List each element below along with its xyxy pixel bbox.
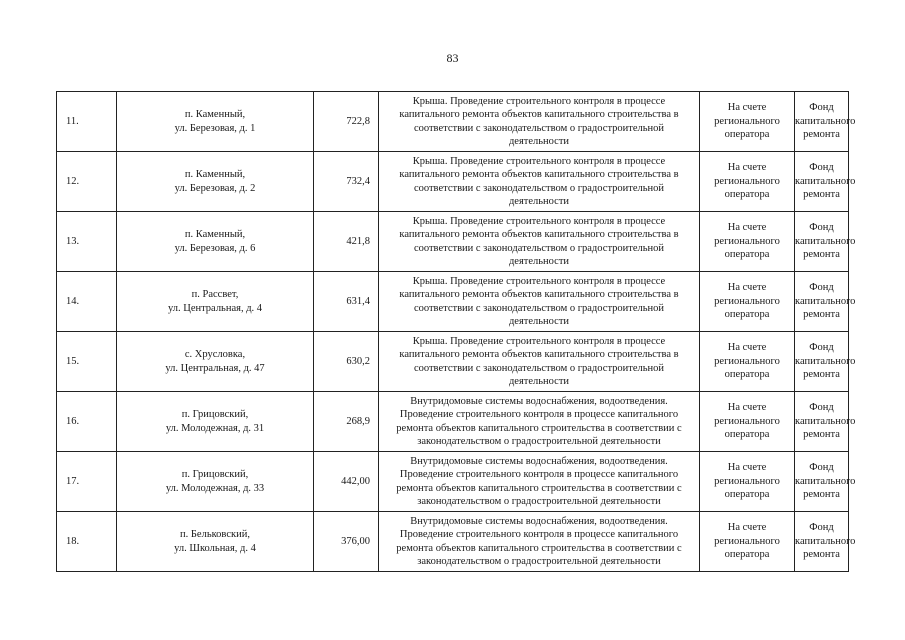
- source-line: Фонд: [809, 102, 834, 114]
- row-number: 18.: [57, 512, 117, 572]
- account-line: оператора: [724, 429, 770, 441]
- account-cell: [700, 452, 795, 512]
- address-cell: [117, 92, 314, 152]
- source-line: капитального: [795, 355, 856, 367]
- source-line: Фонд: [809, 402, 834, 414]
- account-line: На счете: [727, 162, 767, 174]
- source-line: ремонта: [803, 189, 840, 201]
- account-line: регионального: [714, 295, 780, 307]
- table-row: [57, 332, 849, 392]
- area-cell: 732,4: [314, 152, 379, 212]
- account-line: регионального: [714, 115, 780, 127]
- area-cell: 268,9: [314, 392, 379, 452]
- account-line: оператора: [724, 249, 770, 261]
- source-line: капитального: [795, 535, 856, 547]
- work-type-cell: Крыша. Проведение строительного контроля в процессе капитального ремонта объектов капитального строительства в соответствии с законодательством о градостроительной деятельности: [379, 332, 700, 392]
- account-cell: [700, 392, 795, 452]
- account-line: регионального: [714, 235, 780, 247]
- source-line: ремонта: [803, 369, 840, 381]
- account-line: оператора: [724, 309, 770, 321]
- funding-source-cell: [795, 512, 856, 572]
- account-line: регионального: [714, 535, 780, 547]
- area-cell: 442,00: [314, 452, 379, 512]
- source-line: Фонд: [809, 462, 834, 474]
- address-cell: [117, 392, 314, 452]
- account-line: регионального: [714, 415, 780, 427]
- source-line: Фонд: [809, 222, 834, 234]
- row-number: 17.: [57, 452, 117, 512]
- work-type-cell: Крыша. Проведение строительного контроля в процессе капитального ремонта объектов капитального строительства в соответствии с законодательством о градостроительной деятельности: [379, 272, 700, 332]
- address-cell: [117, 332, 314, 392]
- address-cell: [117, 452, 314, 512]
- settlement: п. Каменный,: [184, 229, 246, 240]
- account-line: оператора: [724, 189, 770, 201]
- row-number: 11.: [57, 92, 117, 152]
- source-line: ремонта: [803, 429, 840, 441]
- account-line: регионального: [714, 475, 780, 487]
- work-type-cell: Внутридомовые системы водоснабжения, водоотведения. Проведение строительного контроля в процессе капитального ремонта объектов капитального строительства в соответствии с законодательством о градостроительной деятельности: [379, 512, 700, 572]
- repair-register-table: [56, 91, 856, 572]
- street: ул. Березовая, д. 6: [174, 242, 256, 254]
- account-line: На счете: [727, 102, 767, 114]
- account-cell: [700, 272, 795, 332]
- account-line: оператора: [724, 129, 770, 141]
- settlement: п. Каменный,: [184, 169, 246, 180]
- source-line: ремонта: [803, 549, 840, 561]
- table-row: [57, 392, 849, 452]
- row-number: 16.: [57, 392, 117, 452]
- source-line: ремонта: [803, 489, 840, 501]
- area-cell: 630,2: [314, 332, 379, 392]
- area-cell: 722,8: [314, 92, 379, 152]
- table-row: [57, 272, 849, 332]
- account-line: На счете: [727, 282, 767, 294]
- account-line: На счете: [727, 402, 767, 414]
- account-cell: [700, 152, 795, 212]
- account-line: регионального: [714, 175, 780, 187]
- row-number: 15.: [57, 332, 117, 392]
- table-row: [57, 92, 849, 152]
- source-line: капитального: [795, 175, 856, 187]
- street: ул. Школьная, д. 4: [174, 542, 256, 554]
- settlement: п. Грицовский,: [181, 469, 249, 480]
- settlement: п. Рассвет,: [191, 289, 239, 300]
- area-cell: 421,8: [314, 212, 379, 272]
- work-type-cell: Внутридомовые системы водоснабжения, водоотведения. Проведение строительного контроля в процессе капитального ремонта объектов капитального строительства в соответствии с законодательством о градостроительной деятельности: [379, 392, 700, 452]
- source-line: Фонд: [809, 522, 834, 534]
- table-row: [57, 152, 849, 212]
- street: ул. Березовая, д. 1: [174, 122, 256, 134]
- funding-source-cell: [795, 212, 856, 272]
- account-line: На счете: [727, 522, 767, 534]
- account-line: На счете: [727, 342, 767, 354]
- work-type-cell: Внутридомовые системы водоснабжения, водоотведения. Проведение строительного контроля в процессе капитального ремонта объектов капитального строительства в соответствии с законодательством о градостроительной деятельности: [379, 452, 700, 512]
- account-cell: [700, 212, 795, 272]
- address-cell: [117, 212, 314, 272]
- source-line: ремонта: [803, 249, 840, 261]
- source-line: капитального: [795, 115, 856, 127]
- account-line: регионального: [714, 355, 780, 367]
- funding-source-cell: [795, 92, 856, 152]
- source-line: Фонд: [809, 162, 834, 174]
- account-line: На счете: [727, 462, 767, 474]
- street: ул. Молодежная, д. 31: [165, 422, 265, 434]
- address-cell: [117, 512, 314, 572]
- street: ул. Молодежная, д. 33: [165, 482, 265, 494]
- settlement: п. Бельковский,: [180, 529, 250, 540]
- funding-source-cell: [795, 452, 856, 512]
- page-number: 83: [446, 51, 459, 65]
- source-line: капитального: [795, 295, 856, 307]
- row-number: 14.: [57, 272, 117, 332]
- area-cell: 631,4: [314, 272, 379, 332]
- account-line: оператора: [724, 489, 770, 501]
- account-cell: [700, 512, 795, 572]
- work-type-cell: Крыша. Проведение строительного контроля в процессе капитального ремонта объектов капитального строительства в соответствии с законодательством о градостроительной деятельности: [379, 152, 700, 212]
- row-number: 12.: [57, 152, 117, 212]
- row-number: 13.: [57, 212, 117, 272]
- address-cell: [117, 152, 314, 212]
- account-line: оператора: [724, 549, 770, 561]
- street: ул. Березовая, д. 2: [174, 182, 256, 194]
- funding-source-cell: [795, 392, 856, 452]
- source-line: Фонд: [809, 282, 834, 294]
- funding-source-cell: [795, 152, 856, 212]
- account-cell: [700, 92, 795, 152]
- table-row: [57, 212, 849, 272]
- funding-source-cell: [795, 272, 856, 332]
- address-cell: [117, 272, 314, 332]
- street: ул. Центральная, д. 4: [167, 302, 263, 314]
- funding-source-cell: [795, 332, 856, 392]
- source-line: ремонта: [803, 129, 840, 141]
- account-line: На счете: [727, 222, 767, 234]
- table-row: [57, 512, 849, 572]
- account-line: оператора: [724, 369, 770, 381]
- source-line: Фонд: [809, 342, 834, 354]
- source-line: капитального: [795, 235, 856, 247]
- source-line: ремонта: [803, 309, 840, 321]
- source-line: капитального: [795, 415, 856, 427]
- source-line: капитального: [795, 475, 856, 487]
- settlement: п. Грицовский,: [181, 409, 249, 420]
- work-type-cell: Крыша. Проведение строительного контроля в процессе капитального ремонта объектов капитального строительства в соответствии с законодательством о градостроительной деятельности: [379, 92, 700, 152]
- table-row: [57, 452, 849, 512]
- street: ул. Центральная, д. 47: [165, 362, 265, 374]
- account-cell: [700, 332, 795, 392]
- area-cell: 376,00: [314, 512, 379, 572]
- settlement: п. Каменный,: [184, 109, 246, 120]
- work-type-cell: Крыша. Проведение строительного контроля в процессе капитального ремонта объектов капитального строительства в соответствии с законодательством о градостроительной деятельности: [379, 212, 700, 272]
- settlement: с. Хрусловка,: [184, 349, 246, 360]
